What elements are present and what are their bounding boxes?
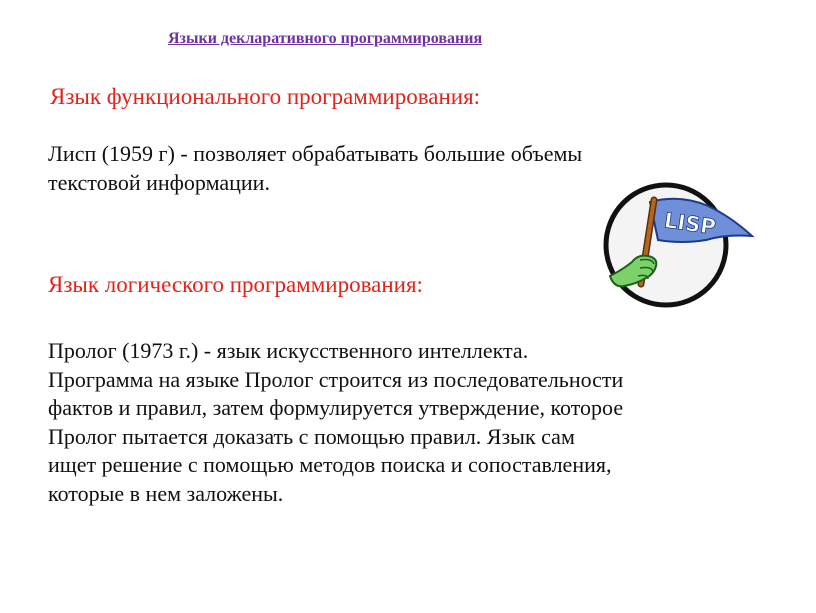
- prolog-line: Программа на языке Пролог строится из последовательности: [48, 366, 624, 392]
- prolog-line: ищет решение с помощью методов поиска и сопоставления,: [48, 452, 612, 477]
- prolog-line: Пролог (1973 г.) - язык искусственного интеллекта.: [48, 338, 529, 363]
- lisp-logo: [596, 180, 756, 310]
- prolog-paragraph: [48, 337, 788, 508]
- prolog-line: которые в нем заложены.: [48, 480, 284, 506]
- prolog-line: фактов и правил, затем формулируется утверждение, которое: [48, 395, 624, 420]
- lisp-line: текстовой информации.: [48, 169, 270, 195]
- logical-heading: Язык логического программирования:: [48, 272, 423, 297]
- lisp-line: Лисп (1959 г) - позволяет обрабатывать большие объемы: [48, 141, 583, 166]
- prolog-line: Пролог пытается доказать с помощью правил. Язык сам: [48, 423, 575, 449]
- page-title: Языки декларативного программирования: [168, 30, 483, 47]
- logo-text: LISP: [662, 208, 718, 240]
- functional-heading: Язык функционального программирования:: [50, 84, 481, 109]
